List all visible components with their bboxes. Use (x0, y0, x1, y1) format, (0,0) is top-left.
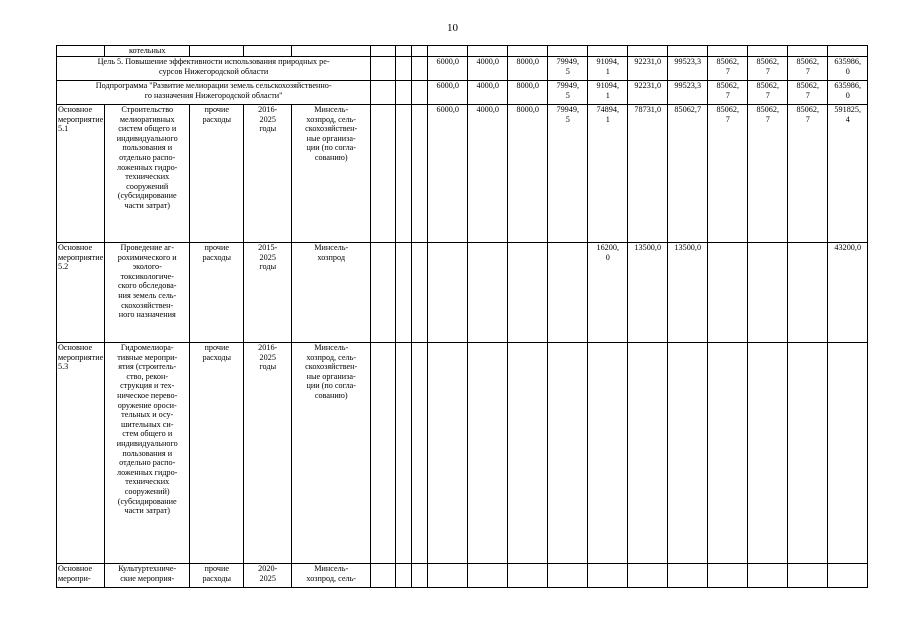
value-cell: 591825, 4 (828, 105, 868, 243)
value-cell: 74894, 1 (588, 105, 628, 243)
executor: Минсель- хозпрод, сель- скохозяйствен- ные организа- ции (по согла- сованию) (292, 343, 371, 564)
value-cell (508, 243, 548, 343)
value-cell: 85062, 7 (708, 105, 748, 243)
table-row-measure-5-4 (57, 564, 868, 588)
value-cell: 8000,0 (508, 81, 548, 105)
table-row-subprogram (57, 81, 868, 105)
measure-label: Основное мероприятие 5.3 (57, 343, 105, 564)
value-cell (788, 243, 828, 343)
executor: Минсель- хозпрод (292, 243, 371, 343)
value-cell: 13500,0 (668, 243, 708, 343)
value-cell: 79949, 5 (548, 105, 588, 243)
value-cell: 85062, 7 (748, 81, 788, 105)
value-cell: 99523,3 (668, 81, 708, 105)
value-cell: 85062,7 (668, 105, 708, 243)
budget-table (56, 45, 868, 588)
cell-text: котельных (105, 46, 190, 57)
value-cell: 91094, 1 (588, 81, 628, 105)
value-cell: 85062, 7 (788, 105, 828, 243)
period: 2016- 2025 годы (244, 105, 292, 243)
value-cell: 78731,0 (628, 105, 668, 243)
value-cell: 85062, 7 (788, 57, 828, 81)
value-cell: 85062, 7 (788, 81, 828, 105)
measure-label: Основное мероприятие 5.2 (57, 243, 105, 343)
value-cell: 4000,0 (468, 57, 508, 81)
value-cell: 8000,0 (508, 105, 548, 243)
value-cell (468, 243, 508, 343)
measure-description: Проведение аг- рохимического и эколого- токсикологиче- ского обследова- ния земель сель- скохозяйствен- ного назначения (105, 243, 190, 343)
value-cell: 16200, 0 (588, 243, 628, 343)
period: 2020- 2025 (244, 564, 292, 588)
value-cell: 8000,0 (508, 57, 548, 81)
subprogram-title: Подпрограмма "Развитие мелиорации земель сельскохозяйственно- го назначения Нижегородской области" (57, 81, 371, 105)
executor: Минсель- хозпрод, сель- (292, 564, 371, 588)
measure-label: Основное меропри- (57, 564, 105, 588)
value-cell: 85062, 7 (748, 57, 788, 81)
value-cell: 635986, 0 (828, 57, 868, 81)
table-row-measure-5-2 (57, 243, 868, 343)
value-cell: 91094, 1 (588, 57, 628, 81)
value-cell (708, 243, 748, 343)
value-cell: 92231,0 (628, 81, 668, 105)
table-row-measure-5-1 (57, 105, 868, 243)
value-cell (748, 243, 788, 343)
value-cell: 92231,0 (628, 57, 668, 81)
measure-description: Строительство мелиоративных систем общего и индивидуального пользования и отдельно распо- ложенных гидро- технических сооружений (субсидирование части затрат) (105, 105, 190, 243)
goal-5-title: Цель 5. Повышение эффективности использования природных ре- сурсов Нижегородской области (57, 57, 371, 81)
expense-type: прочие расходы (190, 105, 244, 243)
table-row-continued (57, 46, 868, 57)
measure-label: Основное мероприятие 5.1 (57, 105, 105, 243)
table-row-goal-5 (57, 57, 868, 81)
executor: Минсель- хозпрод, сель- скохозяйствен- ные организа- ции (по согла- сованию) (292, 105, 371, 243)
value-cell: 43200,0 (828, 243, 868, 343)
value-cell: 6000,0 (428, 105, 468, 243)
value-cell: 6000,0 (428, 57, 468, 81)
value-cell: 6000,0 (428, 81, 468, 105)
value-cell: 85062, 7 (708, 57, 748, 81)
expense-type: прочие расходы (190, 564, 244, 588)
value-cell: 13500,0 (628, 243, 668, 343)
period: 2015- 2025 годы (244, 243, 292, 343)
measure-description: Культуртехниче- ские мероприя- (105, 564, 190, 588)
value-cell: 99523,3 (668, 57, 708, 81)
value-cell: 4000,0 (468, 105, 508, 243)
value-cell: 85062, 7 (748, 105, 788, 243)
table-row-measure-5-3 (57, 343, 868, 564)
value-cell (548, 243, 588, 343)
expense-type: прочие расходы (190, 343, 244, 564)
value-cell: 85062, 7 (708, 81, 748, 105)
expense-type: прочие расходы (190, 243, 244, 343)
value-cell: 635986, 0 (828, 81, 868, 105)
value-cell (428, 243, 468, 343)
value-cell: 79949, 5 (548, 57, 588, 81)
period: 2016- 2025 годы (244, 343, 292, 564)
value-cell: 4000,0 (468, 81, 508, 105)
value-cell: 79949, 5 (548, 81, 588, 105)
measure-description: Гидромелиора- тивные меропри- ятия (строитель- ство, рекон- струкция и тех- ническое перево- оружение ороси- тельных и осу- шительных си- стем общего и индивидуального пользования и отдельно распо- ложенных гидро- технических сооружений) (субсидирование части затрат) (105, 343, 190, 564)
page-number: 10 (447, 22, 458, 34)
